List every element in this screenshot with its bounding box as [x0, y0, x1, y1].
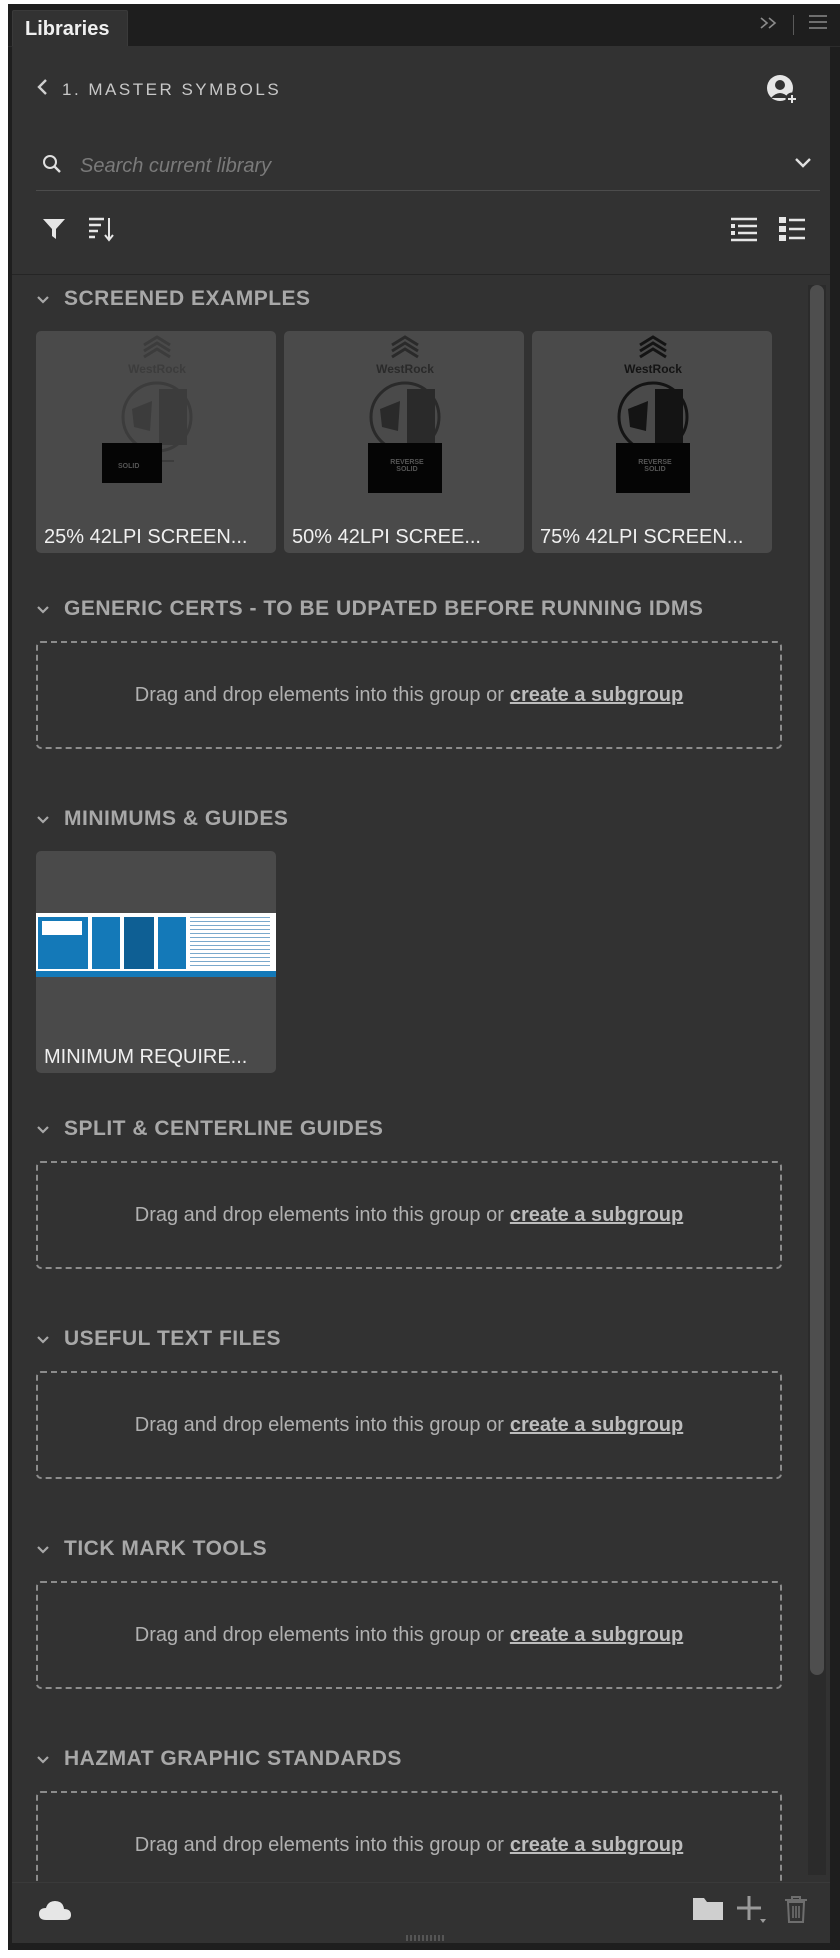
item-caption: MINIMUM REQUIRE...: [44, 1046, 248, 1068]
library-content: [12, 275, 830, 1882]
chevron-down-icon[interactable]: [36, 1117, 50, 1141]
tab-divider: [793, 15, 794, 35]
item-caption: 50% 42LPI SCREE...: [292, 526, 481, 548]
library-item-50-screen[interactable]: [284, 331, 524, 553]
trash-icon[interactable]: [784, 1895, 808, 1928]
reverse-solid-swatch: [368, 443, 442, 493]
chevron-down-icon[interactable]: [36, 1747, 50, 1771]
chevron-down-icon[interactable]: [36, 287, 50, 311]
group-header-generic-certs[interactable]: [36, 597, 703, 621]
chevron-down-icon[interactable]: [36, 807, 50, 831]
drop-zone-text: Drag and drop elements into this group or: [134, 1203, 504, 1226]
library-item-minimum-requirements[interactable]: [36, 851, 276, 1073]
panel-resize-grip[interactable]: [406, 1935, 446, 1941]
add-icon[interactable]: [736, 1895, 768, 1930]
cloud-icon[interactable]: [38, 1899, 72, 1926]
group-title: MINIMUMS & GUIDES: [64, 807, 289, 830]
group-title: USEFUL TEXT FILES: [64, 1327, 281, 1350]
panel-menu-icon[interactable]: [808, 14, 828, 35]
panel-tab-bar: [8, 4, 840, 47]
chevron-down-icon[interactable]: [36, 1327, 50, 1351]
westrock-logo-text: WestRock: [128, 362, 186, 376]
panel-footer: [12, 1882, 830, 1943]
create-subgroup-link[interactable]: create a subgroup: [509, 1833, 684, 1856]
swatch-label: SOLID: [118, 463, 140, 470]
group-drop-zone[interactable]: [36, 1371, 782, 1479]
drop-zone-text: Drag and drop elements into this group or: [134, 1623, 504, 1646]
group-title: HAZMAT GRAPHIC STANDARDS: [64, 1747, 402, 1770]
group-drop-zone[interactable]: [36, 1581, 782, 1689]
item-caption: 25% 42LPI SCREEN...: [44, 526, 248, 548]
group-header-screened-examples[interactable]: [36, 287, 311, 311]
guide-sheet-thumbnail: [36, 913, 276, 977]
sort-icon[interactable]: [88, 216, 114, 247]
chevron-down-icon[interactable]: [794, 156, 812, 174]
chevron-down-icon[interactable]: [36, 597, 50, 621]
group-title: SCREENED EXAMPLES: [64, 287, 311, 310]
group-drop-zone[interactable]: [36, 1791, 782, 1882]
group-header-minimums-guides[interactable]: [36, 807, 288, 831]
library-search: [36, 142, 820, 191]
libraries-tab[interactable]: Libraries: [12, 10, 128, 47]
group-title: TICK MARK TOOLS: [64, 1537, 268, 1560]
expand-panel-icon[interactable]: [759, 14, 779, 35]
library-header: [12, 46, 830, 275]
swatch-label: REVERSE SOLID: [638, 459, 672, 473]
create-subgroup-link[interactable]: create a subgroup: [509, 1413, 684, 1436]
add-user-icon[interactable]: [766, 74, 800, 111]
chevron-left-icon[interactable]: [36, 78, 48, 101]
drop-zone-text: Drag and drop elements into this group or: [134, 683, 504, 706]
search-input[interactable]: [78, 148, 762, 184]
library-item-75-screen[interactable]: [532, 331, 772, 553]
item-caption: 75% 42LPI SCREEN...: [540, 526, 744, 548]
westrock-logo-text: WestRock: [624, 362, 682, 376]
filter-icon[interactable]: [42, 217, 66, 246]
library-back-button[interactable]: [36, 78, 281, 101]
chevron-down-icon[interactable]: [36, 1537, 50, 1561]
libraries-window: [8, 4, 840, 1950]
group-header-split-centerline[interactable]: [36, 1117, 383, 1141]
create-subgroup-link[interactable]: create a subgroup: [509, 1203, 684, 1226]
scrollbar[interactable]: [808, 285, 826, 1875]
scrollbar-thumb[interactable]: [810, 285, 824, 1675]
group-header-hazmat-graphic-standards[interactable]: [36, 1747, 402, 1771]
westrock-logo-text: WestRock: [376, 362, 434, 376]
grid-view-icon[interactable]: [778, 216, 806, 247]
group-title: SPLIT & CENTERLINE GUIDES: [64, 1117, 384, 1140]
library-item-25-screen[interactable]: [36, 331, 276, 553]
folder-icon[interactable]: [692, 1895, 724, 1926]
drop-zone-text: Drag and drop elements into this group or: [134, 1833, 504, 1856]
group-drop-zone[interactable]: [36, 641, 782, 749]
reverse-solid-swatch: [616, 443, 690, 493]
create-subgroup-link[interactable]: create a subgroup: [509, 1623, 684, 1646]
reverse-solid-swatch: [102, 443, 162, 483]
library-name: 1. MASTER SYMBOLS: [62, 79, 282, 99]
create-subgroup-link[interactable]: create a subgroup: [509, 683, 684, 706]
libraries-panel: [12, 46, 830, 1942]
group-header-tick-mark-tools[interactable]: [36, 1537, 267, 1561]
drop-zone-text: Drag and drop elements into this group or: [134, 1413, 504, 1436]
group-title: GENERIC CERTS - TO BE UDPATED BEFORE RUNNING IDMS: [64, 597, 704, 620]
group-drop-zone[interactable]: [36, 1161, 782, 1269]
group-header-useful-text-files[interactable]: [36, 1327, 281, 1351]
swatch-label: REVERSE SOLID: [390, 459, 424, 473]
search-icon: [42, 154, 62, 179]
list-view-icon[interactable]: [730, 216, 758, 247]
